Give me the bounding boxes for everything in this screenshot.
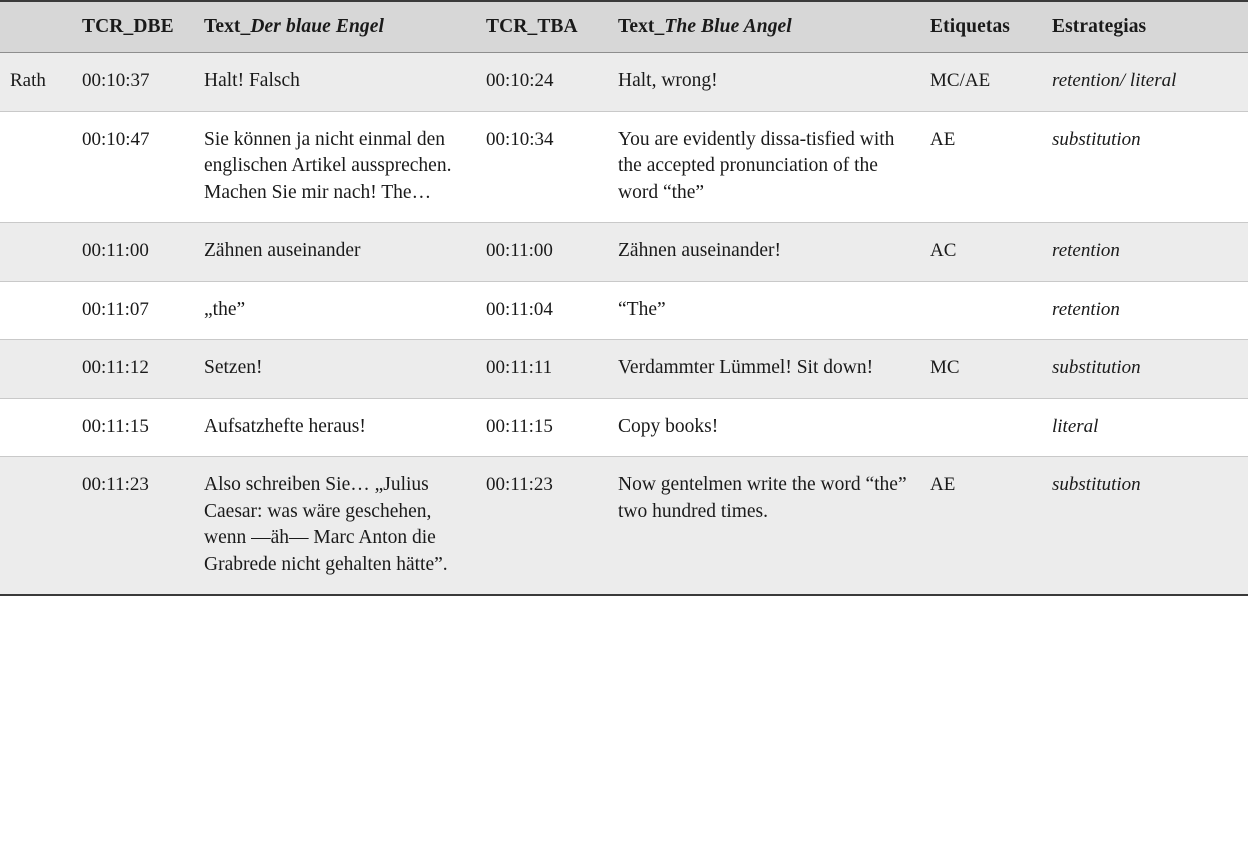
cell-tcr-source: 00:11:07	[72, 281, 194, 340]
table-row	[0, 53, 1248, 112]
cell-tags: AE	[920, 111, 1042, 223]
column-header-text-source	[194, 1, 476, 53]
cell-strategies: retention	[1042, 281, 1248, 340]
cell-tcr-target: 00:11:04	[476, 281, 608, 340]
cell-strategies: retention	[1042, 223, 1248, 282]
cell-tcr-source: 00:11:15	[72, 398, 194, 457]
cell-tags	[920, 398, 1042, 457]
cell-tags: AE	[920, 457, 1042, 596]
column-header-tags: Etiquetas	[920, 1, 1042, 53]
cell-tcr-target: 00:11:15	[476, 398, 608, 457]
column-header-text-source-prefix: Text_	[204, 16, 251, 37]
cell-speaker	[0, 111, 72, 223]
table-row	[0, 281, 1248, 340]
column-header-speaker	[0, 1, 72, 53]
cell-text-target: Verdammter Lümmel! Sit down!	[608, 340, 920, 399]
cell-text-source: Halt! Falsch	[194, 53, 476, 112]
cell-tcr-target: 00:11:00	[476, 223, 608, 282]
column-header-tcr-target: TCR_TBA	[476, 1, 608, 53]
cell-tcr-source: 00:11:12	[72, 340, 194, 399]
cell-speaker	[0, 457, 72, 596]
table-row	[0, 111, 1248, 223]
table-row	[0, 398, 1248, 457]
cell-text-target: Now gentelmen write the word “the” two hundred times.	[608, 457, 920, 596]
cell-speaker	[0, 281, 72, 340]
column-header-strategies: Estrategias	[1042, 1, 1248, 53]
table-row	[0, 340, 1248, 399]
cell-tags: AC	[920, 223, 1042, 282]
cell-text-source: Also schreiben Sie… „Julius Caesar: was wäre geschehen, wenn —äh— Marc Anton die Grabrede nicht gehalten hätte”.	[194, 457, 476, 596]
cell-text-source: Aufsatzhefte heraus!	[194, 398, 476, 457]
cell-tcr-source: 00:10:47	[72, 111, 194, 223]
table-header-row	[0, 1, 1248, 53]
cell-text-target: Zähnen auseinander!	[608, 223, 920, 282]
cell-strategies: substitution	[1042, 340, 1248, 399]
column-header-text-target-prefix: Text_	[618, 16, 665, 37]
cell-speaker: Rath	[0, 53, 72, 112]
column-header-text-target	[608, 1, 920, 53]
cell-tcr-source: 00:11:00	[72, 223, 194, 282]
column-header-text-source-title: Der blaue Engel	[250, 16, 385, 37]
cell-strategies: substitution	[1042, 457, 1248, 596]
cell-tags	[920, 281, 1042, 340]
cell-tcr-target: 00:10:34	[476, 111, 608, 223]
cell-strategies: substitution	[1042, 111, 1248, 223]
cell-strategies: retention/ literal	[1042, 53, 1248, 112]
cell-speaker	[0, 398, 72, 457]
cell-text-target: You are evidently dissa-tisfied with the accepted pronunciation of the word “the”	[608, 111, 920, 223]
cell-tcr-source: 00:10:37	[72, 53, 194, 112]
cell-strategies: literal	[1042, 398, 1248, 457]
cell-text-source: Zähnen auseinander	[194, 223, 476, 282]
table-row	[0, 223, 1248, 282]
cell-text-target: Halt, wrong!	[608, 53, 920, 112]
cell-speaker	[0, 223, 72, 282]
cell-text-source: Sie können ja nicht einmal den englischen Artikel aussprechen. Machen Sie mir nach! The…	[194, 111, 476, 223]
table-body	[0, 53, 1248, 596]
column-header-text-target-title: The Blue Angel	[664, 16, 792, 37]
cell-text-target: Copy books!	[608, 398, 920, 457]
cell-tcr-target: 00:11:11	[476, 340, 608, 399]
cell-tcr-source: 00:11:23	[72, 457, 194, 596]
column-header-tcr-source: TCR_DBE	[72, 1, 194, 53]
cell-tcr-target: 00:10:24	[476, 53, 608, 112]
cell-tags: MC	[920, 340, 1042, 399]
cell-text-source: Setzen!	[194, 340, 476, 399]
table-header	[0, 1, 1248, 53]
cell-tcr-target: 00:11:23	[476, 457, 608, 596]
cell-tags: MC/AE	[920, 53, 1042, 112]
cell-text-target: “The”	[608, 281, 920, 340]
cell-speaker	[0, 340, 72, 399]
cell-text-source: „the”	[194, 281, 476, 340]
table-row	[0, 457, 1248, 596]
